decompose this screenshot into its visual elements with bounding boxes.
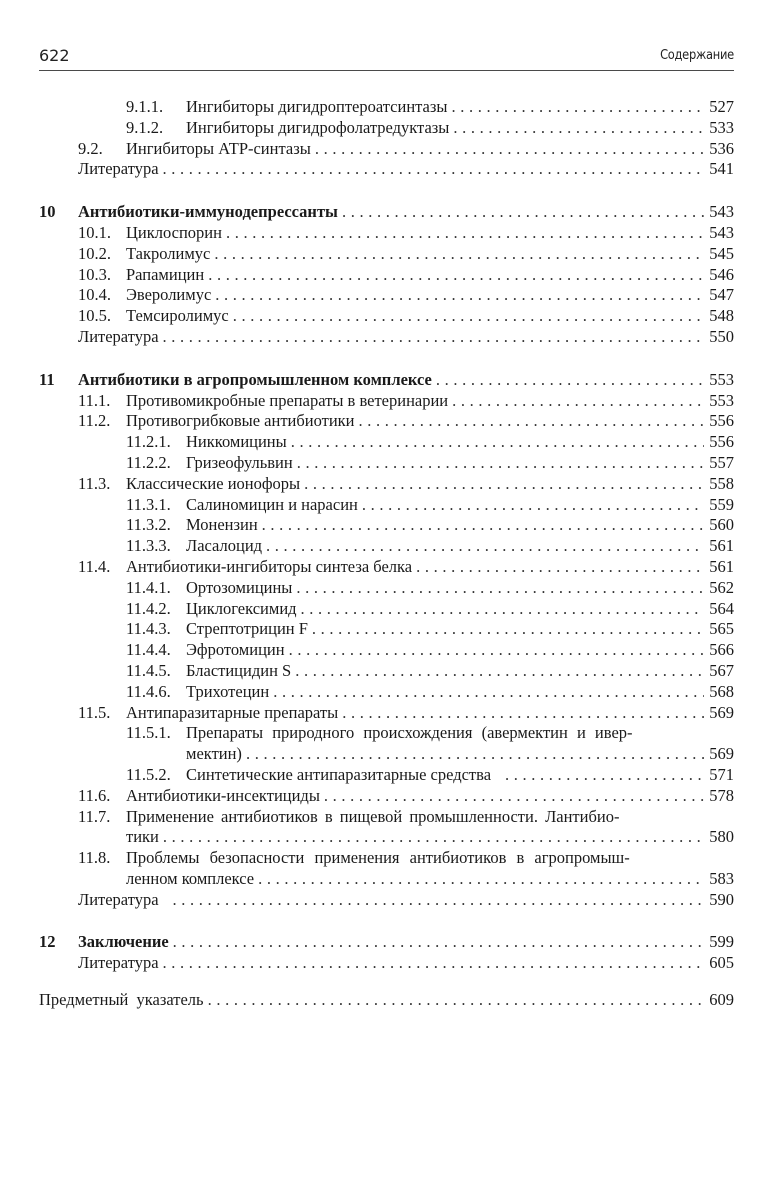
entry-number: 10.2.	[78, 243, 111, 263]
leader-dots	[208, 265, 704, 286]
toc-entry-index[interactable]	[39, 990, 734, 1011]
leader-dots	[296, 578, 704, 599]
entry-page: 559	[709, 494, 734, 514]
entry-page: 561	[709, 536, 734, 556]
running-header	[39, 44, 734, 71]
chapter-title: Заключение	[78, 932, 169, 952]
toc-entry[interactable]	[39, 848, 734, 869]
leader-dots	[215, 285, 704, 306]
chapter-number: 12	[39, 932, 56, 952]
entry-number: 11.4.1.	[126, 577, 171, 597]
entry-page: 548	[709, 306, 734, 326]
entry-number: 11.2.	[78, 411, 111, 431]
leader-dots	[452, 391, 704, 412]
entry-page: 536	[709, 138, 734, 158]
leader-dots	[436, 370, 704, 391]
toc-entry-continuation[interactable]	[39, 827, 734, 848]
toc-entry[interactable]	[39, 474, 734, 495]
entry-page: 553	[709, 390, 734, 410]
entry-page: 571	[709, 764, 734, 784]
toc-entry[interactable]	[39, 453, 734, 474]
entry-page: 580	[709, 827, 734, 847]
leader-dots	[452, 97, 705, 118]
toc-entry[interactable]	[39, 223, 734, 244]
entry-title: Трихотецин	[186, 681, 270, 701]
chapter-number: 11	[39, 369, 55, 389]
leader-dots	[297, 453, 704, 474]
entry-number: 11.7.	[78, 806, 111, 826]
toc-entry[interactable]	[39, 495, 734, 516]
entry-title: Противомикробные препараты в ветеринарии	[126, 390, 449, 410]
toc-entry[interactable]	[39, 285, 734, 306]
entry-title-line1: Проблемы безопасности применения антибиотиков в агропромыш-	[126, 848, 630, 868]
entry-page: 560	[709, 515, 734, 535]
leader-dots	[246, 744, 704, 765]
leader-dots	[233, 306, 704, 327]
entry-page: 605	[709, 953, 734, 973]
leader-dots	[163, 159, 704, 180]
leader-dots	[163, 953, 704, 974]
entry-title: Такролимус	[126, 243, 211, 263]
toc-entry[interactable]	[39, 139, 734, 160]
entry-title: Ортозомицины	[186, 577, 293, 597]
leader-dots	[258, 869, 704, 890]
leader-dots	[266, 536, 704, 557]
entry-number: 11.5.	[78, 702, 111, 722]
entry-page: 569	[709, 702, 734, 722]
toc-entry[interactable]	[39, 703, 734, 724]
entry-page: 562	[709, 577, 734, 597]
toc-entry[interactable]	[39, 515, 734, 536]
toc-entry[interactable]	[39, 265, 734, 286]
toc-entry[interactable]	[39, 557, 734, 578]
page-number: 622	[39, 46, 70, 65]
chapter-title: Антибиотики-иммунодепрессанты	[78, 202, 338, 222]
entry-title: Антибиотики-ингибиторы синтеза белка	[126, 556, 413, 576]
entry-title: Эверолимус	[126, 285, 212, 305]
entry-title: Эфротомицин	[186, 640, 285, 660]
toc-entry[interactable]	[39, 599, 734, 620]
entry-number: 11.3.2.	[126, 515, 171, 535]
entry-number: 9.1.2.	[126, 117, 164, 137]
entry-title: Противогрибковые антибиотики	[126, 411, 355, 431]
entry-page: 553	[709, 369, 734, 389]
toc-entry[interactable]	[39, 391, 734, 412]
entry-number: 10.5.	[78, 306, 111, 326]
entry-page: 545	[709, 243, 734, 263]
leader-dots	[342, 703, 704, 724]
entry-page: 569	[709, 744, 734, 764]
entry-number: 9.2.	[78, 138, 103, 158]
entry-page: 565	[709, 619, 734, 639]
leader-dots	[295, 661, 704, 682]
table-of-contents	[39, 97, 734, 1011]
toc-entry[interactable]	[39, 640, 734, 661]
entry-title: Стрептотрицин F	[186, 619, 308, 639]
toc-entry-literature[interactable]	[39, 890, 734, 911]
entry-number: 9.1.1.	[126, 97, 164, 116]
toc-entry-literature[interactable]	[39, 953, 734, 974]
toc-entry[interactable]	[39, 723, 734, 744]
leader-dots	[173, 890, 704, 911]
entry-page: 566	[709, 640, 734, 660]
entry-title: Классические ионофоры	[126, 473, 301, 493]
toc-chapter-12[interactable]	[39, 932, 734, 953]
toc-entry-literature[interactable]	[39, 159, 734, 180]
leader-dots	[173, 932, 704, 953]
leader-dots	[342, 202, 704, 223]
entry-number: 11.4.4.	[126, 640, 171, 660]
leader-dots	[359, 411, 704, 432]
leader-dots	[163, 827, 704, 848]
leader-dots	[416, 557, 704, 578]
toc-entry[interactable]	[39, 97, 734, 118]
chapter-number: 10	[39, 202, 56, 222]
entry-number: 11.3.	[78, 473, 111, 493]
entry-title: Синтетические антипаразитарные средства	[186, 764, 492, 784]
entry-title: Ласалоцид	[186, 536, 263, 556]
entry-title: Ингибиторы АТР-синтазы	[126, 138, 311, 158]
entry-number: 10.4.	[78, 285, 111, 305]
entry-number: 11.2.1.	[126, 432, 171, 452]
toc-entry[interactable]	[39, 807, 734, 828]
entry-title: Циклоспорин	[126, 222, 222, 242]
entry-page: 578	[709, 785, 734, 805]
toc-entry[interactable]	[39, 765, 734, 786]
entry-title: Литература	[78, 159, 159, 179]
toc-chapter-10[interactable]	[39, 202, 734, 223]
toc-entry[interactable]	[39, 244, 734, 265]
entry-title-line1: Препараты природного происхождения (авермектин и ивер-	[186, 723, 633, 743]
entry-page: 583	[709, 868, 734, 888]
entry-title: Литература	[78, 326, 159, 346]
leader-dots	[291, 432, 704, 453]
entry-page: 550	[709, 326, 734, 346]
toc-entry-continuation[interactable]	[39, 869, 734, 890]
entry-title: Монензин	[186, 515, 258, 535]
leader-dots	[505, 765, 704, 786]
toc-entry[interactable]	[39, 432, 734, 453]
entry-number: 10.3.	[78, 264, 111, 284]
leader-dots	[362, 495, 704, 516]
leader-dots	[208, 990, 704, 1011]
entry-title: Антибиотики-инсектициды	[126, 785, 320, 805]
entry-title: Литература	[78, 889, 159, 909]
entry-page: 556	[709, 432, 734, 452]
entry-page: 543	[709, 222, 734, 242]
entry-title: Антипаразитарные препараты	[126, 702, 339, 722]
entry-page: 561	[709, 556, 734, 576]
leader-dots	[226, 223, 704, 244]
entry-page: 527	[709, 97, 734, 116]
entry-title: Рапамицин	[126, 264, 205, 284]
toc-chapter-11[interactable]	[39, 370, 734, 391]
entry-title-line2: ленном комплексе	[126, 868, 255, 888]
leader-dots	[324, 786, 704, 807]
toc-entry-continuation[interactable]	[39, 744, 734, 765]
chapter-title: Антибиотики в агропромышленном комплексе	[78, 369, 432, 389]
entry-page: 533	[709, 117, 734, 137]
toc-entry[interactable]	[39, 306, 734, 327]
toc-entry[interactable]	[39, 661, 734, 682]
toc-entry[interactable]	[39, 411, 734, 432]
entry-number: 10.1.	[78, 222, 111, 242]
entry-page: 546	[709, 264, 734, 284]
entry-title: Никкомицины	[186, 432, 287, 452]
entry-page: 567	[709, 660, 734, 680]
entry-page: 568	[709, 681, 734, 701]
entry-page: 541	[709, 159, 734, 179]
entry-title-line2: тики	[126, 827, 159, 847]
entry-page: 556	[709, 411, 734, 431]
leader-dots	[315, 139, 704, 160]
entry-number: 11.4.6.	[126, 681, 171, 701]
entry-title-line2: мектин)	[186, 744, 242, 764]
entry-number: 11.4.	[78, 556, 111, 576]
entry-title: Ингибиторы дигидроптероатсинтазы	[186, 97, 448, 116]
entry-page: 590	[709, 889, 734, 909]
running-title: Содержание	[660, 48, 734, 63]
entry-number: 11.3.1.	[126, 494, 171, 514]
toc-entry[interactable]	[39, 118, 734, 139]
entry-page: 558	[709, 473, 734, 493]
entry-number: 11.5.2.	[126, 764, 171, 784]
leader-dots	[163, 327, 704, 348]
leader-dots	[214, 244, 704, 265]
entry-number: 11.1.	[78, 390, 111, 410]
leader-dots	[273, 682, 704, 703]
entry-title-line1: Применение антибиотиков в пищевой промышленности. Лантибио-	[126, 806, 620, 826]
entry-page: 547	[709, 285, 734, 305]
entry-title: Гризеофульвин	[186, 452, 293, 472]
entry-title: Ингибиторы дигидрофолатредуктазы	[186, 117, 450, 137]
leader-dots	[453, 118, 704, 139]
toc-entry[interactable]	[39, 578, 734, 599]
entry-page: 543	[709, 202, 734, 222]
entry-title: Литература	[78, 953, 159, 973]
entry-number: 11.8.	[78, 848, 111, 868]
toc-entry[interactable]	[39, 536, 734, 557]
leader-dots	[262, 515, 704, 536]
entry-number: 11.2.2.	[126, 452, 171, 472]
toc-entry[interactable]	[39, 786, 734, 807]
leader-dots	[304, 474, 704, 495]
entry-title: Темсиролимус	[126, 306, 229, 326]
entry-number: 11.5.1.	[126, 723, 171, 743]
toc-entry-literature[interactable]	[39, 327, 734, 348]
leader-dots	[301, 599, 704, 620]
entry-page: 609	[709, 990, 734, 1010]
leader-dots	[289, 640, 704, 661]
entry-number: 11.4.2.	[126, 598, 171, 618]
entry-title: Циклогексимид	[186, 598, 297, 618]
toc-entry[interactable]	[39, 682, 734, 703]
entry-page: 557	[709, 452, 734, 472]
entry-number: 11.4.5.	[126, 660, 171, 680]
entry-number: 11.4.3.	[126, 619, 171, 639]
entry-title: Бластицидин S	[186, 660, 292, 680]
entry-page: 599	[709, 932, 734, 952]
leader-dots	[312, 619, 704, 640]
entry-title: Салиномицин и нарасин	[186, 494, 358, 514]
entry-title: Предметный указатель	[39, 990, 204, 1010]
entry-number: 11.6.	[78, 785, 111, 805]
entry-number: 11.3.3.	[126, 536, 171, 556]
entry-page: 564	[709, 598, 734, 618]
toc-entry[interactable]	[39, 619, 734, 640]
